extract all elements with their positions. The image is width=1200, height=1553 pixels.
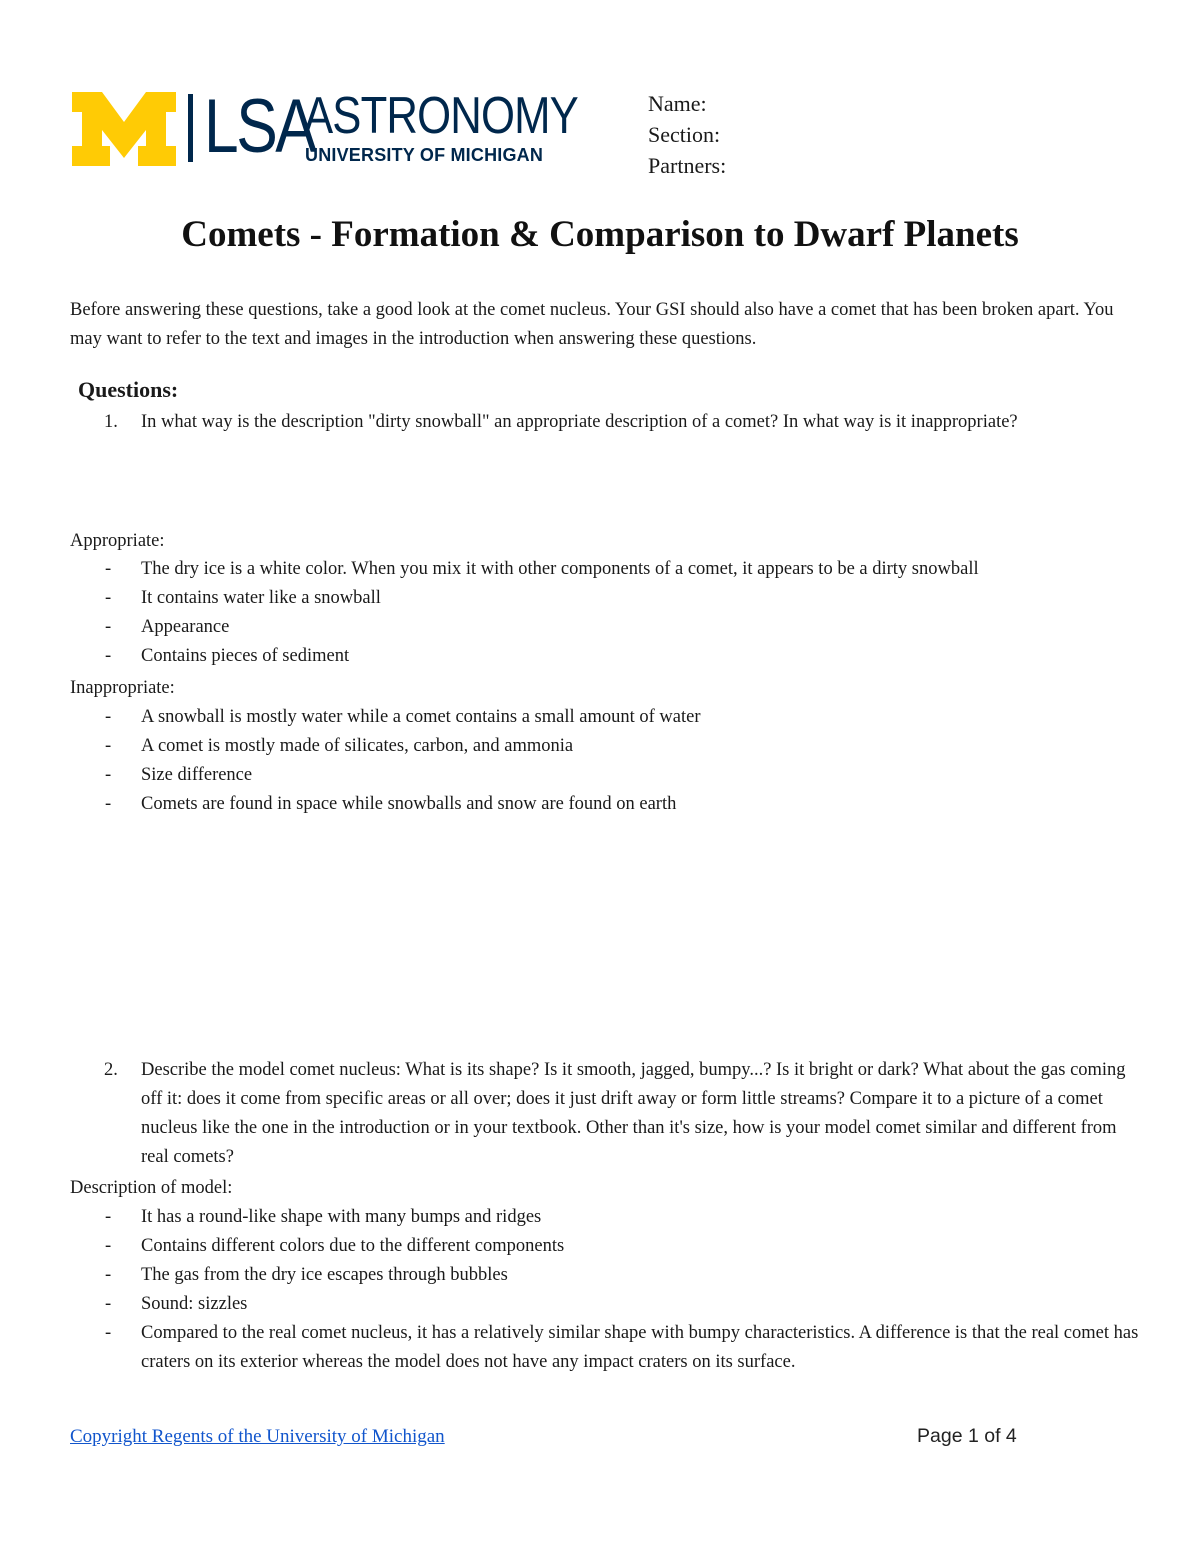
answer-label-appropriate: Appropriate: — [70, 531, 165, 551]
bullet-dash: - — [105, 646, 112, 666]
bullet-dash: - — [105, 1236, 112, 1256]
logo-university-text: UNIVERSITY OF MICHIGAN — [305, 145, 544, 165]
list-item — [70, 732, 1140, 761]
student-info-fields — [648, 88, 726, 181]
questions-heading: Questions: — [78, 377, 179, 402]
answer-list-description — [70, 1203, 1140, 1377]
answer-label-inappropriate: Inappropriate: — [70, 678, 175, 698]
logo-department-text: ASTRONOMY — [304, 87, 578, 145]
name-field-label: Name: — [648, 91, 707, 116]
logo-lsa-text: LSA — [204, 84, 315, 169]
answer-list-appropriate — [70, 555, 1140, 671]
list-item-text: Appearance — [141, 617, 230, 637]
bullet-dash: - — [105, 1294, 112, 1314]
list-item — [70, 1290, 1140, 1319]
list-item — [70, 790, 1140, 819]
question-number: 2. — [104, 1060, 118, 1080]
list-item-text: Contains different colors due to the different components — [141, 1236, 565, 1256]
bullet-dash: - — [105, 1207, 112, 1227]
list-item — [70, 761, 1140, 790]
copyright-link[interactable]: Copyright Regents of the University of Michigan — [70, 1426, 445, 1447]
list-item-text: A comet is mostly made of silicates, carbon, and ammonia — [141, 736, 574, 756]
logo-divider — [188, 94, 193, 162]
bullet-dash: - — [105, 1323, 112, 1343]
bullet-dash: - — [105, 736, 112, 756]
list-item — [70, 703, 1140, 732]
list-item-text: It contains water like a snowball — [141, 588, 381, 608]
list-item — [70, 584, 1140, 613]
bullet-dash: - — [105, 588, 112, 608]
answer-list-inappropriate — [70, 703, 1140, 819]
list-item-text: Contains pieces of sediment — [141, 646, 350, 666]
bullet-dash: - — [105, 765, 112, 785]
bullet-dash: - — [105, 1265, 112, 1285]
bullet-dash: - — [105, 707, 112, 727]
page-title: Comets - Formation & Comparison to Dwarf Planets — [181, 214, 1019, 255]
list-item-text: It has a round-like shape with many bumps and ridges — [141, 1207, 542, 1227]
question-2 — [70, 1056, 1140, 1172]
list-item — [70, 642, 1140, 671]
partners-field-label: Partners: — [648, 153, 727, 178]
list-item — [70, 1203, 1140, 1232]
bullet-dash: - — [105, 794, 112, 814]
list-item — [70, 1232, 1140, 1261]
list-item — [70, 1319, 1140, 1377]
answer-label-description: Description of model: — [70, 1178, 233, 1198]
page-number: Page 1 of 4 — [917, 1425, 1017, 1447]
block-m-icon — [72, 92, 176, 166]
list-item-text: Size difference — [141, 765, 253, 785]
bullet-dash: - — [105, 559, 112, 579]
intro-paragraph: Before answering these questions, take a good look at the comet nucleus. Your GSI should also have a comet that has been broken apart. You may want to refer to the text and images in the introduction when answering these questions. — [70, 300, 1114, 349]
list-item-text: The gas from the dry ice escapes through bubbles — [141, 1265, 508, 1285]
list-item-text: Sound: sizzles — [141, 1294, 248, 1314]
list-item-text: Comets are found in space while snowballs and snow are found on earth — [141, 794, 677, 814]
list-item-text: A snowball is mostly water while a comet contains a small amount of water — [141, 707, 701, 727]
question-1 — [70, 408, 1140, 437]
question-number: 1. — [104, 412, 118, 432]
list-item — [70, 613, 1140, 642]
question-text: Describe the model comet nucleus: What is its shape? Is it smooth, jagged, bumpy...? Is it bright or dark? What about the gas coming off it: does it come from specific areas or all over; does it just drift away or form little streams? Compare it to a picture of a comet nucleus like the one in the introduction or in your textbook. Other than it's size, how is your model comet similar and different from real comets? — [141, 1060, 1126, 1167]
list-item-text: The dry ice is a white color. When you mix it with other components of a comet, it appears to be a dirty snowball — [141, 559, 979, 579]
bullet-dash: - — [105, 617, 112, 637]
list-item-text: Compared to the real comet nucleus, it has a relatively similar shape with bumpy characteristics. A difference is that the real comet has craters on its exterior whereas the model does not have any impact craters on its surface. — [141, 1323, 1139, 1372]
list-item — [70, 1261, 1140, 1290]
list-item — [70, 555, 1140, 584]
question-text: In what way is the description "dirty snowball" an appropriate description of a comet? In what way is it inappropriate? — [141, 412, 1018, 432]
section-field-label: Section: — [648, 122, 721, 147]
